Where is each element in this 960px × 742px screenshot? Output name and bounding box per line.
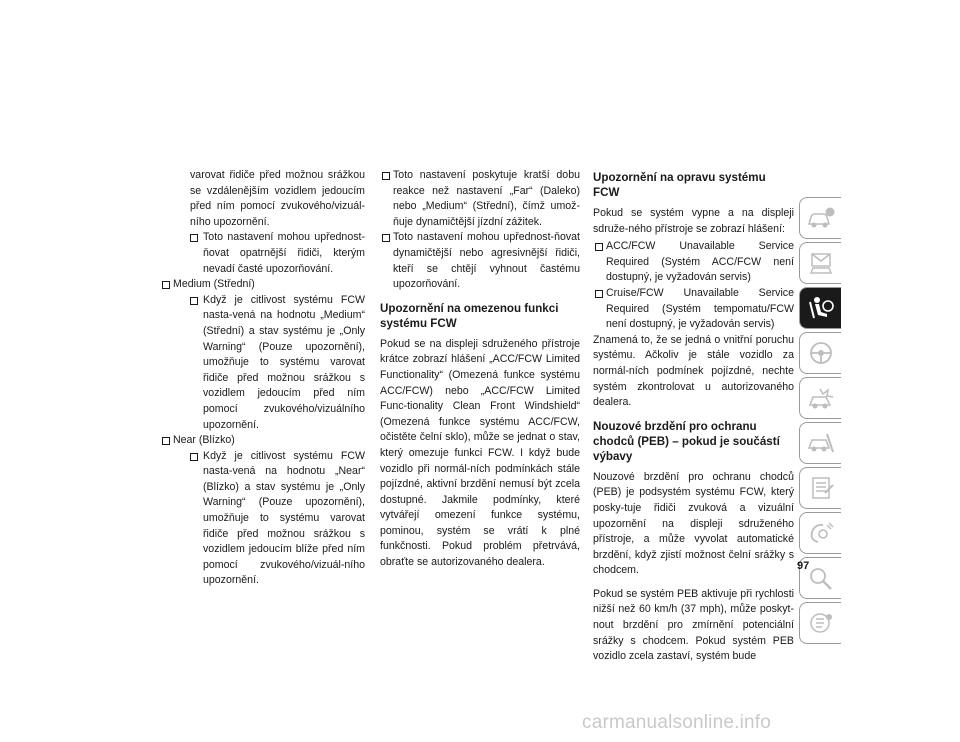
tab-checklist[interactable] [799,467,841,509]
steering-wheel-icon [806,340,836,366]
section-heading: Upozornění na opravu systému FCW [593,171,766,199]
checkbox-bullet-icon [382,172,390,180]
section-heading: Nouzové brzdění pro ochranu chodců (PEB) – pokud je součástí výbavy [593,419,780,463]
column-middle [380,168,580,579]
list-item [160,230,365,277]
tab-car-info[interactable] [799,197,841,239]
checkbox-bullet-icon [382,234,390,242]
watermark: carmanualsonline.info [582,712,772,733]
list-item [380,230,580,292]
airbag-person-icon [806,294,836,322]
tab-multimedia[interactable] [799,512,841,554]
checkbox-bullet-icon [190,234,198,242]
car-mail-icon [806,250,836,276]
list-item-text: ACC/FCW Unavailable Service Required (Systém ACC/FCW není dostupný, je vyžadován servis) [606,240,794,284]
list-item-near [160,433,365,449]
tab-car-crash[interactable] [799,377,841,419]
list-item-text: Když je citlivost systému FCW nasta-vená na hodnotu „Near“ (Blízko) a stav systému je „Only Warning“ (Pouze upozornění), umožňuje to systému varovat řidiče před možnou srážkou s vozidlem jedoucím blíže před ním pomocí zvukového/vizuál-ního upozornění. [203,449,365,587]
list-item-text: Toto nastavení mohou upřednost-ňovat dynamičtější nebo agresivnější řidiči, kteří se chtějí vyhnout častému upozorňování. [393,231,580,291]
list-item-text: Cruise/FCW Unavailable Service Required (Systém tempomatu/FCW není dostupný, je vyžadován servis) [606,286,794,331]
chapter-tabs [799,197,842,647]
list-item [380,168,580,230]
column-left [160,168,365,589]
paragraph: Pokud se systém vypne a na displeji sdruže-ného přístroje se zobrazí hlášení: [593,207,794,235]
column-right [593,168,794,673]
paragraph: Pokud se systém PEB aktivuje při rychlosti nižší než 60 km/h (37 mph), může poskyt-nout brzdění pro zmírnění potenciální srážky s chodcem. Pokud systém PEB vozidlo zcela zastaví, systém bude [593,587,794,663]
tab-car-tools[interactable] [799,422,841,464]
list-item-label: Near (Blízko) [173,434,235,447]
page-number: 97 [797,560,810,572]
tab-steering[interactable] [799,332,841,374]
checkbox-bullet-icon [162,437,170,445]
tab-car-mail[interactable] [799,242,841,284]
list-item [160,449,365,589]
car-info-icon [806,205,836,231]
paragraph: Pokud se na displeji sdruženého přístroje krátce zobrazí hlášení „ACC/FCW Limited Functionality“ (Omezená funkce systému ACC/FCW) nebo „ACC/FCW Limited Func-tionality Clean Front Windshield“ (Omezená funkce systému ACC/FCW, očistěte čelní sklo), může se jednat o stav, který omezuje funkci FCW. I když bude vozidlo při normál-ních podmínkách stále pojízdné, aktivní brzdění nemusí být zcela dostupné. Jakmile podmínky, které vytvářejí omezení funkce systému, pominou, systém se vrátí k plné funkčnosti. Pokud problém přetrvává, obraťte se autorizovaného dealera. [380,337,580,569]
paragraph: Nouzové brzdění pro ochranu chodců (PEB) je podsystém systému FCW, který posky-tuje řidiči zvuková a vizuální upozornění na displeji sdruženého přístroje, a může vyvolat automatické brzdění, když zjistí možnost čelní srážky s chodcem. [593,470,794,577]
checkbox-bullet-icon [162,281,170,289]
list-item-medium [160,277,365,293]
list-item [593,239,794,286]
checkbox-bullet-icon [595,290,603,298]
checklist-icon [806,475,836,501]
checkbox-bullet-icon [595,243,603,251]
tab-airbag[interactable] [799,287,841,329]
list-item-text: Když je citlivost systému FCW nasta-vená na hodnotu „Medium“ (Střední) a stav systému je „Only Warning“ (Pouze upozornění), umožňuje to systému varovat řidiče před možnou srážkou s vozidlem jedoucím před ním pomocí zvukového/vizuálního upozornění. [203,293,365,431]
section-heading: Upozornění na omezenou funkci systému FCW [380,301,559,330]
list-item-label: Medium (Střední) [173,278,255,291]
multimedia-icon [806,520,836,546]
list-item-text: Toto nastavení mohou upřednost-ňovat opatrnější řidiči, kterým nevadí časté upozorňování. [203,231,365,275]
tab-languages[interactable] [799,602,841,644]
list-item [160,293,365,433]
magnifier-icon [806,565,836,591]
list-item-text: Toto nastavení poskytuje kratší dobu reakce než nastavení „Far“ (Daleko) nebo „Medium“ (Střední), čímž umož-ňuje dynamičtější jízdní zážitek. [393,169,580,228]
paragraph: Znamená to, že se jedná o vnitřní poruchu systému. Ačkoliv je stále vozidlo za normál-ních podmínek pojízdné, nechte systém zkontrolovat u autorizovaného dealera. [593,333,794,409]
paragraph-continued: varovat řidiče před možnou srážkou se vzdálenějším vozidlem jedoucím před ním pomocí zvukového/vizuál-ního upozornění. [190,169,365,228]
checkbox-bullet-icon [190,453,198,461]
list-item [593,286,794,333]
checkbox-bullet-icon [190,297,198,305]
car-tools-icon [806,430,836,456]
car-crash-icon [806,385,836,411]
language-icon [806,610,836,636]
